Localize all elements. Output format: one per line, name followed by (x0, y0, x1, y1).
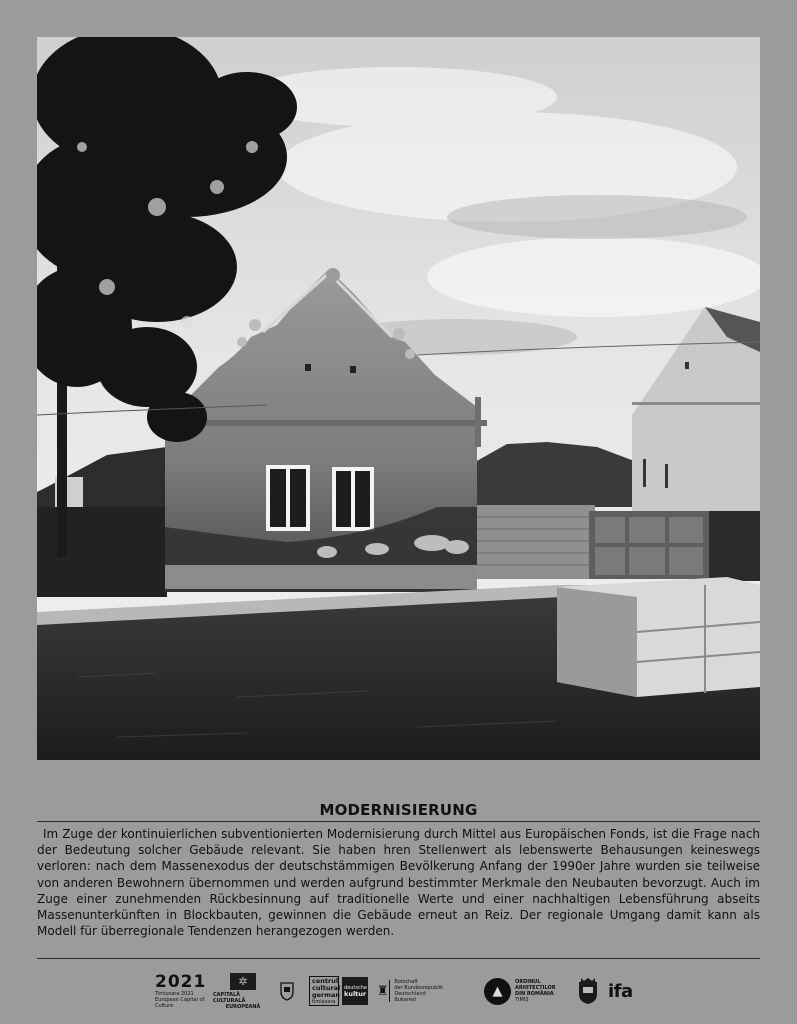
oar-line1: ORDINUL (515, 979, 541, 985)
botschaft-line1: Botschaft (394, 979, 418, 985)
city-crest-icon (279, 968, 295, 1014)
heraldic-crest-icon (576, 968, 600, 1014)
botschaft-line2: der Bundesrepublik Deutschland (394, 985, 444, 997)
centrul-cultural-german-logo (309, 976, 339, 1006)
body-paragraph: Im Zuge der kontinuierlichen subventionierten Modernisierung durch Mittel aus Europäischen Fonds, ist die Frage nach der Bedeutung solcher Gebäude relevant. Sie haben hren Stellenwert als lebenswerte Behausungen keineswegs verloren: nach dem Massenexodus der deutschstämmigen Bevölkerung Anfang der 1990er Jahre wurden sie teilweise von anderen Bewohnern übernommen und werden aufgrund bestimmter Merkmale den Neubauten bevorzugt. Auch im Zuge einer zunehmenden Rückbesinnung auf traditionelle Werte und einer nachhaltigen Lebensführung abseits Massenunterkünften in Blockbauten, gewinnen die Gebäude erneut an Reiz. Der regionale Umgang damit kann als Modell für überregionale Tendenzen herangezogen werden. (37, 827, 760, 939)
deutsche-kultur-line2: kultur (344, 989, 367, 998)
eu-flag-icon: ✲ (230, 973, 256, 990)
capitala-culturala-line2: EUROPEANĂ (225, 1003, 261, 1010)
capitala-culturala-line1: CAPITALĂ CULTURALĂ (213, 991, 246, 1004)
ordinul-arhitectilor-icon: ▲ (484, 978, 511, 1005)
timisoara-2021-mark: 2021 (155, 972, 207, 992)
oar-line2: ARHITECȚILOR (515, 985, 556, 991)
divider-top (37, 821, 760, 822)
ccg-line3: german (312, 990, 341, 999)
deutsche-kultur-line1: deutsche (344, 984, 367, 991)
ordinul-arhitectilor-logo (484, 968, 572, 1014)
ifa-logo (608, 968, 644, 1014)
section-heading: MODERNISIERUNG (319, 801, 478, 819)
timisoara-2021-logo (155, 968, 207, 1014)
ccg-line2: cultural (312, 983, 341, 992)
ifa-mark: ifa (608, 980, 633, 1002)
house-photograph (37, 37, 760, 760)
sponsor-logos (0, 968, 797, 1018)
ccg-line1: centrul (312, 976, 339, 985)
deutsche-kultur-logo (342, 977, 368, 1005)
divider-bottom (37, 958, 760, 959)
botschaft-logo (376, 968, 472, 1014)
timisoara-2021-line2: European Capital of Culture (155, 997, 205, 1009)
capitala-culturala-logo (213, 968, 273, 1014)
oar-line3: DIN ROMÂNIA (515, 991, 554, 997)
botschaft-line3: Bukarest (394, 997, 417, 1003)
federal-eagle-icon: ♜ (376, 980, 390, 1002)
ccg-line4: timișoara (312, 998, 336, 1005)
timisoara-2021-line1: Timișoara 2021 (155, 991, 194, 997)
oar-line4: TIMIȘ (515, 997, 529, 1003)
